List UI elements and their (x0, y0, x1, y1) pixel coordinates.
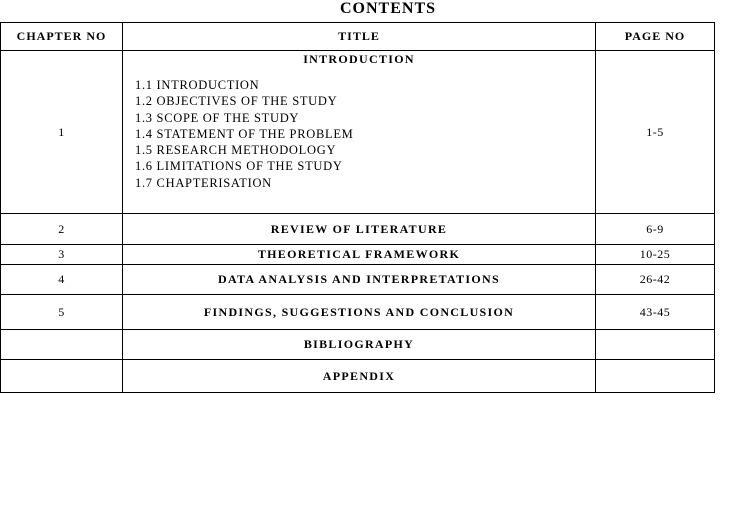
chapter-title: DATA ANALYSIS AND INTERPRETATIONS (123, 265, 596, 295)
chapter-title-cell (123, 51, 596, 214)
chapter-number: 4 (1, 265, 123, 295)
subsection-list (135, 77, 595, 191)
page-title: CONTENTS (339, 0, 437, 17)
table-header-row (1, 23, 715, 51)
header-title: TITLE (123, 23, 596, 51)
table-row-chapter-5 (1, 295, 715, 330)
chapter-number: 1 (1, 51, 123, 214)
page-range (596, 330, 715, 360)
header-chapter-no: CHAPTER NO (1, 23, 123, 51)
chapter-number: 3 (1, 245, 123, 265)
chapter-title: FINDINGS, SUGGESTIONS AND CONCLUSION (123, 295, 596, 330)
page-range: 6-9 (596, 214, 715, 245)
page-range: 1-5 (596, 51, 715, 214)
chapter-title: INTRODUCTION (303, 52, 415, 66)
subsection-item: 1.3 SCOPE OF THE STUDY (135, 110, 300, 125)
table-row-bibliography (1, 330, 715, 360)
chapter-number (1, 360, 123, 393)
contents-table (0, 22, 715, 393)
chapter-title: APPENDIX (123, 360, 596, 393)
subsection-item: 1.1 INTRODUCTION (135, 78, 260, 92)
page-range: 10-25 (596, 245, 715, 265)
page-range (596, 360, 715, 393)
table-row-chapter-2 (1, 214, 715, 245)
subsection-item: 1.7 CHAPTERISATION (135, 175, 272, 190)
subsection-item: 1.5 RESEARCH METHODOLOGY (135, 143, 337, 158)
header-page-no: PAGE NO (596, 23, 715, 51)
chapter-title: BIBLIOGRAPHY (123, 330, 596, 360)
page-range: 43-45 (596, 295, 715, 330)
chapter-number (1, 330, 123, 360)
table-row-chapter-4 (1, 265, 715, 295)
chapter-number: 2 (1, 214, 123, 245)
subsection-item: 1.6 LIMITATIONS OF THE STUDY (135, 159, 343, 174)
chapter-title: REVIEW OF LITERATURE (123, 214, 596, 245)
subsection-item: 1.4 STATEMENT OF THE PROBLEM (135, 126, 354, 141)
table-row-chapter-1 (1, 51, 715, 214)
table-row-chapter-3 (1, 245, 715, 265)
table-row-appendix (1, 360, 715, 393)
chapter-title: THEORETICAL FRAMEWORK (123, 245, 596, 265)
page-range: 26-42 (596, 265, 715, 295)
subsection-item: 1.2 OBJECTIVES OF THE STUDY (135, 94, 338, 109)
chapter-number: 5 (1, 295, 123, 330)
